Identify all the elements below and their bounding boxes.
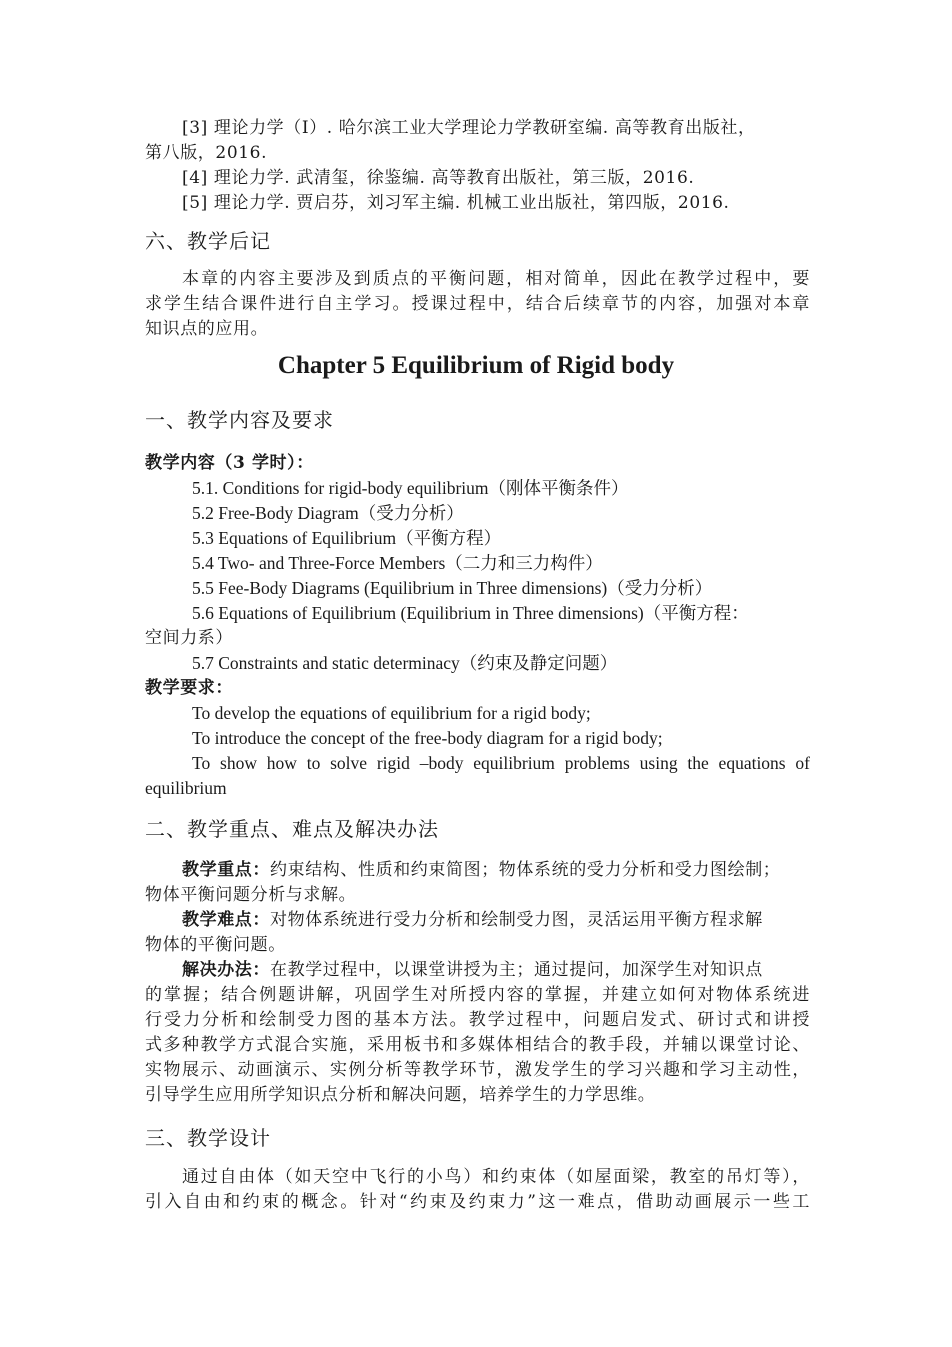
section-3-heading: 三、教学设计 [145,1126,271,1150]
solutions-cont: 行受力分析和绘制受力图的基本方法。教学过程中，问题启发式、研讨式和讲授 [145,1010,810,1030]
solutions-label: 解决办法： [182,960,270,980]
difficulties-cont: 物体的平衡问题。 [145,935,286,955]
section-2-heading: 二、教学重点、难点及解决办法 [145,817,439,841]
solutions-text: 在教学过程中，以课堂讲授为主；通过提问，加深学生对知识点 [270,960,763,980]
content-item: 5.4 Two- and Three-Force Members（二力和三力构件） [192,553,603,573]
content-item: 5.2 Free-Body Diagram（受力分析） [192,503,464,523]
key-points-line [182,858,810,883]
requirements-label: 教学要求： [145,678,233,698]
content-label: 教学内容（3 学时）： [145,453,314,473]
content-item: 5.1. Conditions for rigid-body equilibrium（刚体平衡条件） [192,478,629,498]
chapter-title: Chapter 5 Equilibrium of Rigid body [277,352,675,379]
key-points-text: 约束结构、性质和约束简图；物体系统的受力分析和受力图绘制； [270,860,781,880]
content-item: 5.6 Equations of Equilibrium (Equilibrium in Three dimensions)（平衡方程： [192,603,749,623]
reference-3-cont: 第八版，2016. [145,143,268,163]
requirement-item: To show how to solve rigid –body equilibrium problems using the equations of [192,753,810,773]
key-points-cont: 物体平衡问题分析与求解。 [145,885,357,905]
solutions-line [182,958,810,983]
reference-5: [5] 理论力学. 贾启芬，刘习军主编. 机械工业出版社，第四版，2016. [182,193,730,213]
section-3-line: 通过自由体（如天空中飞行的小鸟）和约束体（如屋面梁，教室的吊灯等）， [182,1167,810,1187]
requirement-item: To introduce the concept of the free-body diagram for a rigid body; [192,728,663,748]
difficulties-line [182,908,810,933]
key-points-label: 教学重点： [182,860,270,880]
section-3-line: 引入自由和约束的概念。针对“约束及约束力”这一难点，借助动画展示一些工 [145,1192,810,1212]
content-item: 5.3 Equations of Equilibrium（平衡方程） [192,528,502,548]
difficulties-text: 对物体系统进行受力分析和绘制受力图，灵活运用平衡方程求解 [270,910,763,930]
reference-3: [3] 理论力学（I）. 哈尔滨工业大学理论力学教研室编. 高等教育出版社， [182,118,756,138]
reference-4: [4] 理论力学. 武清玺，徐鉴编. 高等教育出版社，第三版，2016. [182,168,695,188]
section-6-line: 本章的内容主要涉及到质点的平衡问题，相对简单，因此在教学过程中，要 [182,269,810,289]
content-item: 5.7 Constraints and static determinacy（约束及静定问题） [192,653,618,673]
solutions-cont: 引导学生应用所学知识点分析和解决问题，培养学生的力学思维。 [145,1085,656,1105]
section-6-line: 求学生结合课件进行自主学习。授课过程中，结合后续章节的内容，加强对本章 [145,294,810,314]
difficulties-label: 教学难点： [182,910,270,930]
content-item-cont: 空间力系） [145,628,233,648]
solutions-cont: 实物展示、动画演示、实例分析等教学环节，激发学生的学习兴趣和学习主动性， [145,1060,810,1080]
requirement-item-cont: equilibrium [145,778,227,798]
content-item: 5.5 Fee-Body Diagrams (Equilibrium in Three dimensions)（受力分析） [192,578,713,598]
solutions-cont: 式多种教学方式混合实施，采用板书和多媒体相结合的教手段，并辅以课堂讨论、 [145,1035,810,1055]
section-6-line: 知识点的应用。 [145,319,269,339]
section-1-heading: 一、教学内容及要求 [145,408,334,432]
solutions-cont: 的掌握；结合例题讲解，巩固学生对所授内容的掌握，并建立如何对物体系统进 [145,985,810,1005]
requirement-item: To develop the equations of equilibrium for a rigid body; [192,703,591,723]
section-6-heading: 六、教学后记 [145,229,271,253]
